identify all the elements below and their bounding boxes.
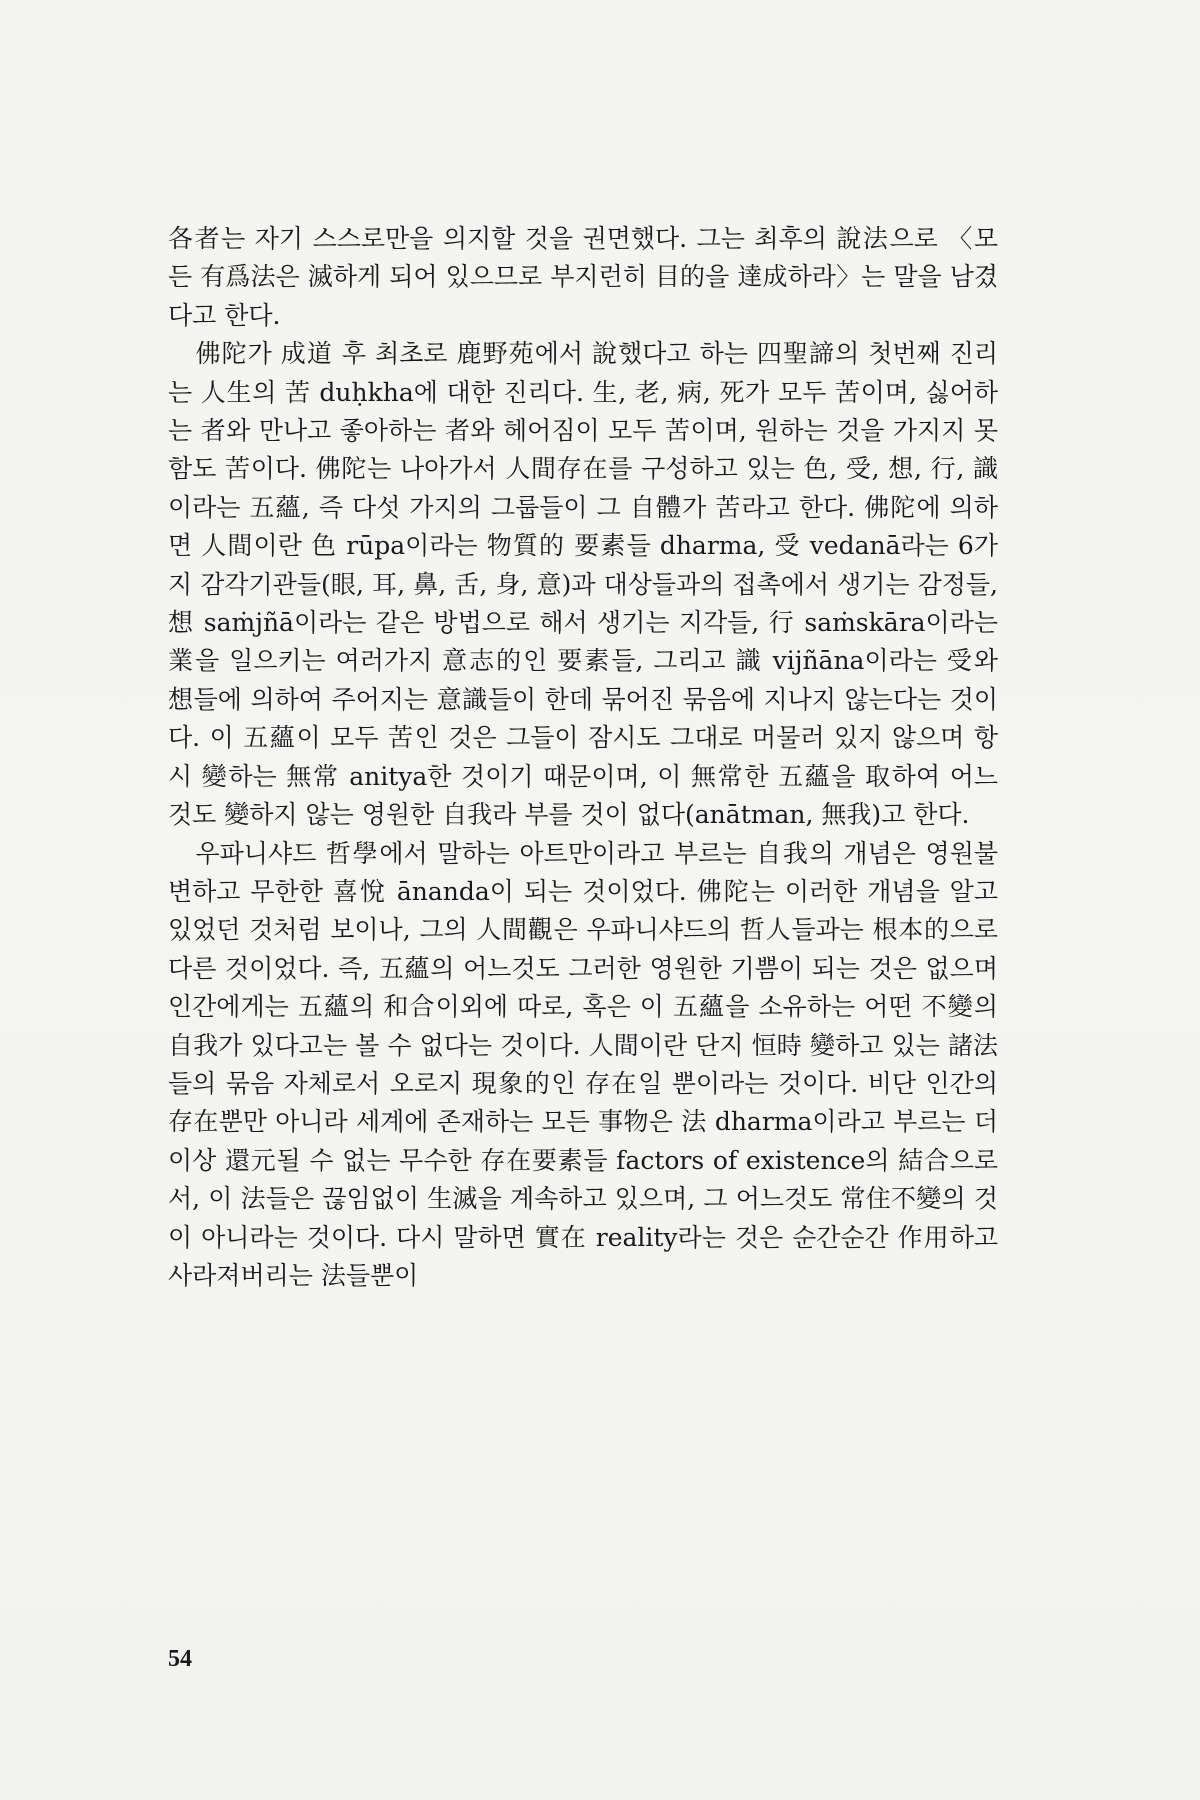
page-number: 54 xyxy=(168,1646,192,1672)
paragraph-1: 各者는 자기 스스로만을 의지할 것을 권면했다. 그는 최후의 說法으로 〈모든 有爲法은 滅하게 되어 있으므로 부지런히 目的을 達成하라〉는 말을 남겼다고 한다. xyxy=(168,224,998,330)
paragraph-2: 佛陀가 成道 후 최초로 鹿野苑에서 說했다고 하는 四聖諦의 첫번째 진리는 人生의 苦 duḥkha에 대한 진리다. 生, 老, 病, 死가 모두 苦이며, 싫어하는 者와 만나고 좋아하는 者와 헤어짐이 모두 苦이며, 원하는 것을 가지지 못함도 苦이다. 佛陀는 나아가서 人間存在를 구성하고 있는 色, 受, 想, 行, 識이라는 五蘊, 즉 다섯 가지의 그룹들이 그 自體가 苦라고 한다. 佛陀에 의하면 人間이란 色 rūpa이라는 物質的 要素들 dharma, 受 vedanā라는 6가지 감각기관들(眼, 耳, 鼻, 舌, 身, 意)과 대상들과의 접촉에서 생기는 감정들, 想 saṁjñā이라는 같은 방법으로 해서 생기는 지각들, 行 saṁskāra이라는 業을 일으키는 여러가지 意志的인 要素들, 그리고 識 vijñāna이라는 受와 想들에 의하여 주어지는 意識들이 한데 묶어진 묶음에 지나지 않는다는 것이다. 이 五蘊이 모두 苦인 것은 그들이 잠시도 그대로 머물러 있지 않으며 항시 變하는 無常 anitya한 것이기 때문이며, 이 無常한 五蘊을 取하여 어느 것도 變하지 않는 영원한 自我라 부를 것이 없다(anātman, 無我)고 한다. xyxy=(168,339,998,830)
paragraph-3: 우파니샤드 哲學에서 말하는 아트만이라고 부르는 自我의 개념은 영원불변하고 무한한 喜悅 ānanda이 되는 것이었다. 佛陀는 이러한 개념을 알고 있었던 것처럼 보이나, 그의 人間觀은 우파니샤드의 哲人들과는 根本的으로 다른 것이었다. 즉, 五蘊의 어느것도 그러한 영원한 기쁨이 되는 것은 없으며 인간에게는 五蘊의 和合이외에 따로, 혹은 이 五蘊을 소유하는 어떤 不變의 自我가 있다고는 볼 수 없다는 것이다. 人間이란 단지 恒時 變하고 있는 諸法들의 묶음 자체로서 오로지 現象的인 存在일 뿐이라는 것이다. 비단 인간의 存在뿐만 아니라 세계에 존재하는 모든 事物은 法 dharma이라고 부르는 더 이상 還元될 수 없는 무수한 存在要素들 factors of existence의 結合으로서, 이 法들은 끊임없이 生滅을 계속하고 있으며, 그 어느것도 常住不變의 것이 아니라는 것이다. 다시 말하면 實在 reality라는 것은 순간순간 作用하고 사라져버리는 法들뿐이 xyxy=(168,838,998,1290)
body-text xyxy=(168,220,998,1295)
